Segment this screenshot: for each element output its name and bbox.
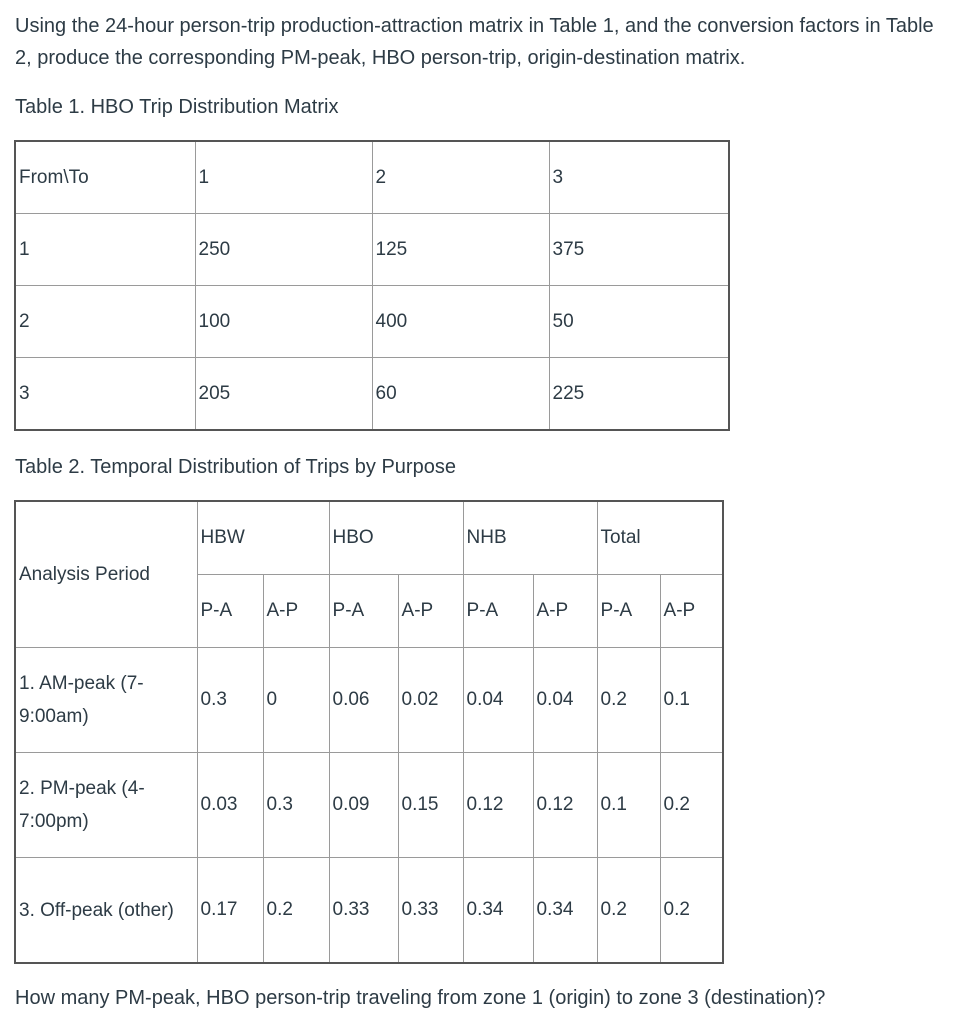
header-cell-zone-3: 3 xyxy=(549,141,729,214)
row-label-cell: 1 xyxy=(15,214,195,286)
table-header-row xyxy=(15,141,729,214)
row-label-cell: 2 xyxy=(15,286,195,358)
table-cell: 0.2 xyxy=(660,753,723,858)
table-cell: 225 xyxy=(549,358,729,431)
table-cell: 205 xyxy=(195,358,372,431)
table-cell: 0.34 xyxy=(533,858,597,964)
table-cell: 0.06 xyxy=(329,648,398,753)
table-cell: 0.09 xyxy=(329,753,398,858)
table-cell: 0.33 xyxy=(329,858,398,964)
direction-header: A-P xyxy=(660,575,723,648)
table-cell: 100 xyxy=(195,286,372,358)
table-cell: 0.2 xyxy=(597,858,660,964)
table-cell: 0.04 xyxy=(533,648,597,753)
question-text: How many PM-peak, HBO person-trip traveling from zone 1 (origin) to zone 3 (destination)? xyxy=(15,987,826,1009)
direction-header: P-A xyxy=(463,575,533,648)
purpose-header-hbw: HBW xyxy=(197,501,329,575)
purpose-header-hbo: HBO xyxy=(329,501,463,575)
table-cell: 0.34 xyxy=(463,858,533,964)
direction-header: A-P xyxy=(263,575,329,648)
direction-header: P-A xyxy=(197,575,263,648)
analysis-period-header: Analysis Period xyxy=(15,501,197,648)
direction-header: A-P xyxy=(533,575,597,648)
table1-caption: Table 1. HBO Trip Distribution Matrix xyxy=(15,96,339,118)
table-cell: 0.33 xyxy=(398,858,463,964)
table-cell: 0.15 xyxy=(398,753,463,858)
header-cell-zone-1: 1 xyxy=(195,141,372,214)
table-cell: 0.1 xyxy=(597,753,660,858)
table-row xyxy=(15,358,729,431)
row-label-cell: 3 xyxy=(15,358,195,431)
table-cell: 0.03 xyxy=(197,753,263,858)
table-cell: 50 xyxy=(549,286,729,358)
direction-header: P-A xyxy=(329,575,398,648)
hbo-trip-distribution-table xyxy=(14,140,730,431)
table-cell: 0.3 xyxy=(197,648,263,753)
table-cell: 0.17 xyxy=(197,858,263,964)
table-cell: 0.04 xyxy=(463,648,533,753)
period-label: 3. Off-peak (other) xyxy=(15,858,197,964)
table-header-row xyxy=(15,501,723,575)
table2-caption: Table 2. Temporal Distribution of Trips by Purpose xyxy=(15,456,456,478)
header-cell-from-to: From\To xyxy=(15,141,195,214)
table-cell: 0.12 xyxy=(463,753,533,858)
table-row xyxy=(15,753,723,858)
purpose-header-nhb: NHB xyxy=(463,501,597,575)
table-row xyxy=(15,858,723,964)
period-label: 2. PM-peak (4-7:00pm) xyxy=(15,753,197,858)
table-cell: 250 xyxy=(195,214,372,286)
table-cell: 0.3 xyxy=(263,753,329,858)
direction-header: P-A xyxy=(597,575,660,648)
header-cell-zone-2: 2 xyxy=(372,141,549,214)
table-row xyxy=(15,286,729,358)
table-cell: 0 xyxy=(263,648,329,753)
table-cell: 0.2 xyxy=(597,648,660,753)
temporal-distribution-table xyxy=(14,500,724,964)
table-cell: 0.02 xyxy=(398,648,463,753)
table-cell: 0.2 xyxy=(660,858,723,964)
table-cell: 0.1 xyxy=(660,648,723,753)
table-row xyxy=(15,214,729,286)
direction-header: A-P xyxy=(398,575,463,648)
purpose-header-total: Total xyxy=(597,501,723,575)
table-cell: 125 xyxy=(372,214,549,286)
table-row xyxy=(15,648,723,753)
table-cell: 60 xyxy=(372,358,549,431)
period-label: 1. AM-peak (7-9:00am) xyxy=(15,648,197,753)
table-cell: 0.12 xyxy=(533,753,597,858)
table-cell: 400 xyxy=(372,286,549,358)
question-intro: Using the 24-hour person-trip production-attraction matrix in Table 1, and the conversion factors in Table 2, produce the corresponding PM-peak, HBO person-trip, origin-destination matrix. xyxy=(15,15,934,69)
table-cell: 0.2 xyxy=(263,858,329,964)
table-cell: 375 xyxy=(549,214,729,286)
